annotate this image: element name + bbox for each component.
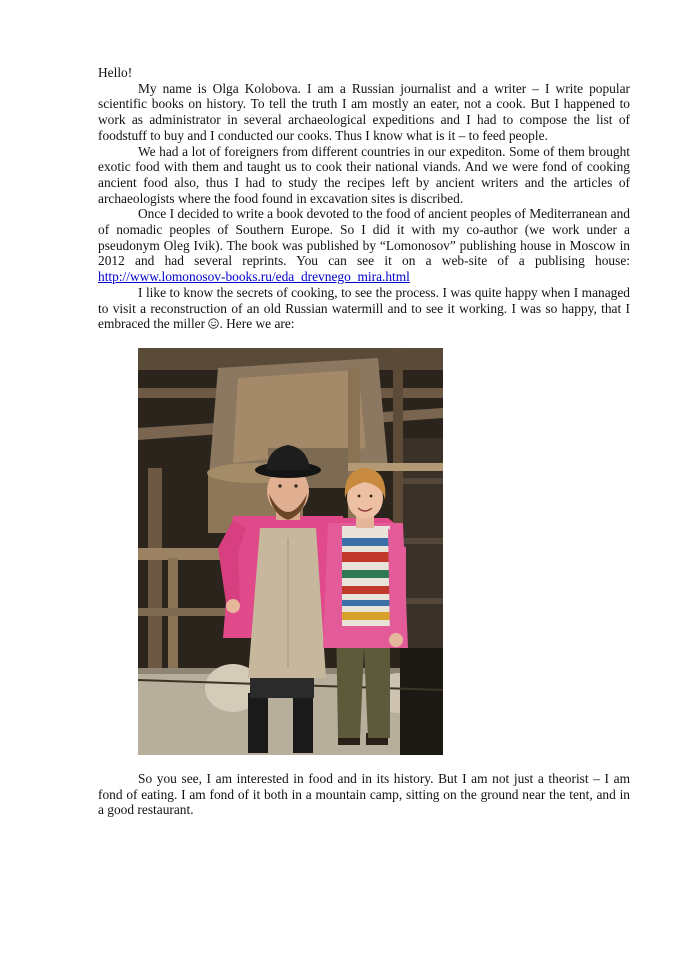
- paragraph-introduction: My name is Olga Kolobova. I am a Russian journalist and a writer – I write popular scientific books on history. To tell the truth I am mostly an eater, not a cook. But I happened to work as administrator in several archaeological expeditions and I had to compose the list of foodstuff to buy and I conducted our cooks. Thus I know what is it – to feed people.: [98, 80, 630, 143]
- letter-body-bottom: [98, 771, 630, 818]
- watermill-photo-image: [138, 348, 443, 755]
- paragraph-closing: So you see, I am interested in food and in its history. But I am not just a theorist – I am fond of eating. I am fond of it both in a mountain camp, sitting on the ground near the tent, and in a good restaurant.: [98, 771, 630, 818]
- greeting: Hello!: [98, 65, 133, 80]
- paragraph-watermill-text: I like to know the secrets of cooking, to see the process. I was quite happy when I managed to visit a reconstruction of an old Russian watermill and to see it working. I was so happy, that I embraced the miller: [98, 284, 630, 332]
- watermill-photo: [138, 348, 443, 755]
- paragraph-foreigners: We had a lot of foreigners from different countries in our expediton. Some of them brought exotic food with them and taught us to cook their national viands. And we were fond of cooking ancient food also, thus I had to study the recipes left by ancient writers and the articles of archaeologists where the food found in excavation sites is discribed.: [98, 143, 630, 206]
- letter-body-top: [98, 65, 630, 332]
- paragraph-watermill: [98, 285, 630, 332]
- book-website-link[interactable]: http://www.lomonosov-books.ru/eda_drevnego_mira.html: [98, 269, 410, 285]
- paragraph-book: [98, 206, 630, 285]
- smiley-icon: [208, 318, 219, 329]
- paragraph-watermill-ending: . Here we are:: [219, 316, 295, 332]
- paragraph-book-text: Once I decided to write a book devoted to the food of ancient peoples of Mediterranean and of nomadic peoples of Southern Europe. So I did it with my co-author (we work under a pseudonym Oleg Ivik). The book was published by “Lomonosov” publishing house in Moscow in 2012 and had several reprints. You can see it on a web-site of a publising house:: [98, 206, 630, 269]
